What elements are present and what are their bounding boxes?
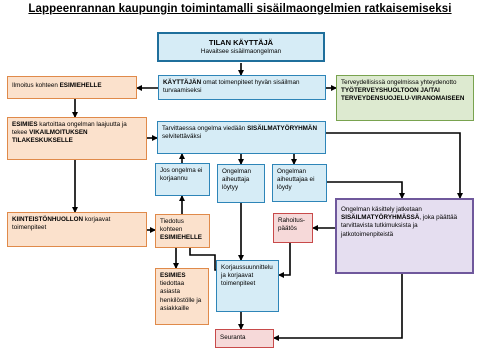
tilan-kayttaja-text: Havaitsee sisäilmaongelman (200, 48, 282, 55)
tiedotus-bold: ESIMIEHELLE (160, 234, 202, 242)
esimies-kartoittaa-bold1: ESIMIES (12, 121, 38, 128)
korjaussuunnittelu-text: Korjaussuunnittelu ja korjaavat toimenpiteet (221, 264, 273, 288)
seuranta-box (215, 329, 274, 348)
aiheuttajaa-ei-box (272, 164, 327, 202)
esimies-kartoittaa-text: kartoittaa ongelman laajuutta ja tekee (12, 121, 127, 137)
korjaussuunnittelu-box (216, 260, 279, 312)
esimies-tiedottaa-text: tiedottaa asiasta henkilöstölle ja asiakkaille (160, 280, 202, 312)
tarvittaessa-bold: SISÄILMATYÖRYHMÄN (247, 125, 318, 132)
kiinteisto-text: korjaavat toimenpiteet (12, 216, 111, 232)
arrow-eiloydy-to-kasittely (327, 182, 402, 198)
tiedotus-text: Tiedotus kohteen (160, 218, 184, 234)
arrow-tarvittaessa-to-kasittely (326, 133, 460, 198)
tarvittaessa-text: Tarvittaessa ongelma viedään (162, 125, 248, 132)
tarvittaessa-text2: selvitettäväksi (162, 133, 202, 141)
jos-ongelma-text: Jos ongelma ei korjaannu (160, 167, 203, 183)
esimies-tiedottaa-box (155, 268, 209, 325)
diagram-title: Lappeenrannan kaupungin toimintamalli sisäilmaongelmien ratkaisemiseksi (28, 3, 452, 15)
esimies-kartoittaa-box (7, 117, 147, 160)
tilan-kayttaja-box (157, 32, 325, 62)
esimies-tiedottaa-bold: ESIMIES (160, 272, 186, 279)
ilmoitus-bold: ESIMIEHELLE (59, 82, 102, 89)
aiheuttaja-loytyy-box (217, 164, 265, 203)
kasittely-text2: , joka päättää tarvittavista tutkimuksista ja jatkotoimenpiteistä (341, 214, 458, 238)
kiinteisto-bold: KIINTEISTÖNHUOLLON (12, 216, 84, 223)
jos-ongelma-box (155, 163, 210, 196)
ilmoitus-text: Ilmoitus kohteen (12, 82, 60, 89)
arrow-kasittely-to-seuranta (274, 274, 402, 338)
kiinteistonhuolto-box (7, 212, 147, 247)
rahoituspaatos-box (273, 213, 313, 243)
aiheuttajaa-ei-text: Ongelman aiheuttajaa ei löydy (277, 168, 315, 192)
kayttajan-text: omat toimenpiteet hyvän sisäilman turvaamiseksi (163, 79, 300, 95)
terveys-bold: TYÖTERVEYSHUOLTOON JA/TAI TERVEYDENSUOJELU-VIRANOMAISEEN (341, 87, 465, 103)
tiedotus-box (155, 214, 210, 248)
kasittely-text: Ongelman käsittely jatketaan (341, 206, 422, 213)
esimies-kartoittaa-bold2: VIKAILMOITUKSEN TILAKESKUKSELLE (12, 129, 88, 145)
kasittely-box (335, 198, 474, 274)
terveys-text: Terveydellisissä ongelmissa yhteydenotto (341, 79, 457, 86)
aiheuttaja-loytyy-text: Ongelman aiheuttaja löytyy (222, 168, 252, 192)
seuranta-text: Seuranta (220, 334, 246, 341)
tarvittaessa-box (157, 121, 326, 154)
kayttajan-bold: KÄYTTÄJÄN (163, 79, 202, 86)
ilmoitus-esimiehelle-box (7, 76, 137, 99)
tilan-kayttaja-title: TILAN KÄYTTÄJÄ (208, 38, 274, 47)
kayttajan-toimet-box (158, 75, 326, 100)
terveydellisissa-box (336, 75, 474, 121)
kasittely-bold: SISÄILMATYÖRYHMÄSSÄ (341, 214, 420, 222)
arrow-rahoitus-to-korjaus (279, 243, 290, 275)
rahoitus-text: Rahoitus-päätös (278, 217, 305, 233)
